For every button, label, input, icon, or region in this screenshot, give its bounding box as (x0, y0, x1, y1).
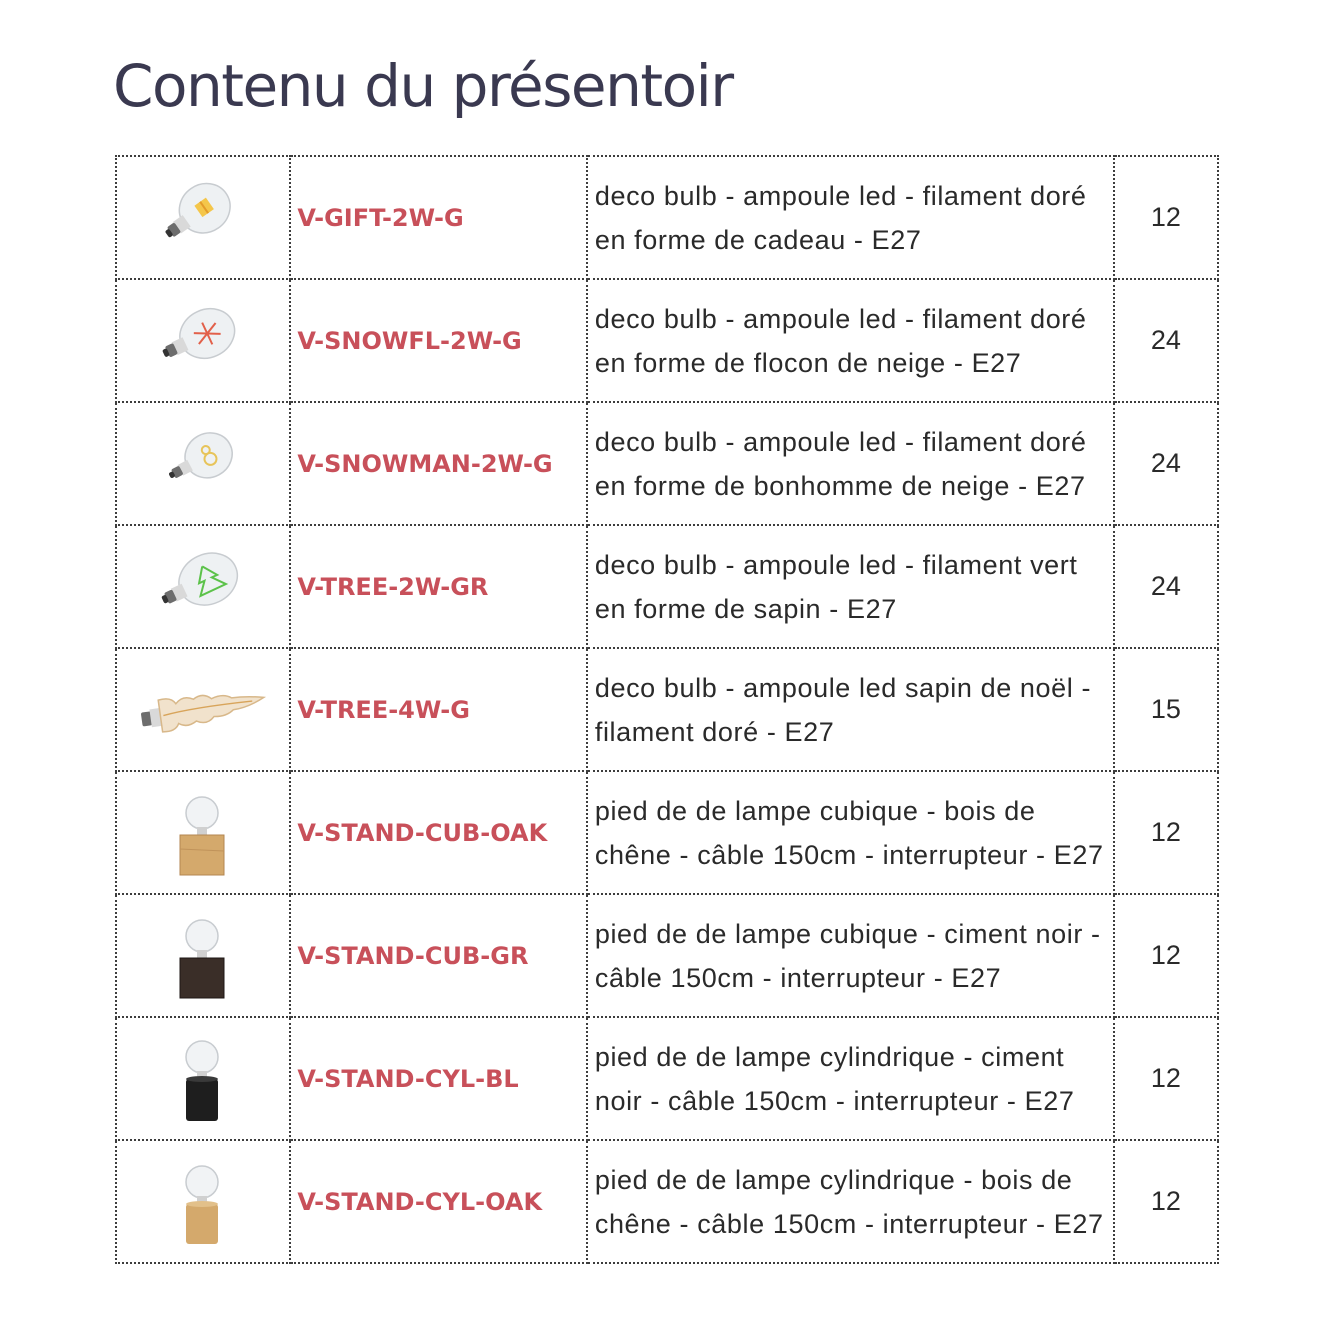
quantity-cell: 12 (1114, 771, 1218, 894)
sku-cell: V-STAND-CYL-BL (290, 1017, 587, 1140)
product-image-cell (116, 279, 290, 402)
product-image-cell (116, 525, 290, 648)
bulb-tree-icon (143, 542, 263, 632)
product-image-cell (116, 648, 290, 771)
description-cell: pied de de lampe cylindrique - ciment noir - câble 150cm - interrupteur - E27 (587, 1017, 1114, 1140)
table-row (116, 1140, 1218, 1263)
quantity-cell: 12 (1114, 1017, 1218, 1140)
product-image-cell (116, 894, 290, 1017)
quantity-cell: 15 (1114, 648, 1218, 771)
table-row (116, 525, 1218, 648)
quantity-cell: 12 (1114, 156, 1218, 279)
bulb-snowman-icon (148, 419, 258, 509)
table-row (116, 279, 1218, 402)
sku-cell: V-SNOWMAN-2W-G (290, 402, 587, 525)
table-row (116, 894, 1218, 1017)
product-image-cell (116, 402, 290, 525)
product-image-cell (116, 1140, 290, 1263)
product-table (115, 155, 1219, 1264)
sku-cell: V-GIFT-2W-G (290, 156, 587, 279)
lamp-cube-oak-icon (158, 783, 248, 883)
sku-cell: V-STAND-CYL-OAK (290, 1140, 587, 1263)
description-cell: deco bulb - ampoule led - filament vert en forme de sapin - E27 (587, 525, 1114, 648)
product-image-cell (116, 156, 290, 279)
table-row (116, 156, 1218, 279)
quantity-cell: 12 (1114, 894, 1218, 1017)
quantity-cell: 24 (1114, 279, 1218, 402)
lamp-cube-grey-icon (158, 906, 248, 1006)
sku-cell: V-STAND-CUB-GR (290, 894, 587, 1017)
description-cell: pied de de lampe cubique - ciment noir - câble 150cm - interrupteur - E27 (587, 894, 1114, 1017)
page-title: Contenu du présentoir (113, 52, 733, 120)
quantity-cell: 24 (1114, 525, 1218, 648)
lamp-cylinder-black-icon (158, 1029, 248, 1129)
table-row (116, 771, 1218, 894)
description-cell: pied de de lampe cylindrique - bois de chêne - câble 150cm - interrupteur - E27 (587, 1140, 1114, 1263)
sku-cell: V-TREE-4W-G (290, 648, 587, 771)
product-image-cell (116, 1017, 290, 1140)
bulb-gift-icon (148, 173, 258, 263)
bulb-tree-shape-icon (133, 670, 273, 750)
table-row (116, 648, 1218, 771)
product-image-cell (116, 771, 290, 894)
lamp-cylinder-oak-icon (158, 1152, 248, 1252)
quantity-cell: 24 (1114, 402, 1218, 525)
sku-cell: V-STAND-CUB-OAK (290, 771, 587, 894)
description-cell: pied de de lampe cubique - bois de chêne - câble 150cm - interrupteur - E27 (587, 771, 1114, 894)
description-cell: deco bulb - ampoule led - filament doré en forme de cadeau - E27 (587, 156, 1114, 279)
quantity-cell: 12 (1114, 1140, 1218, 1263)
table-row (116, 402, 1218, 525)
description-cell: deco bulb - ampoule led - filament doré en forme de flocon de neige - E27 (587, 279, 1114, 402)
sku-cell: V-SNOWFL-2W-G (290, 279, 587, 402)
sku-cell: V-TREE-2W-GR (290, 525, 587, 648)
description-cell: deco bulb - ampoule led - filament doré en forme de bonhomme de neige - E27 (587, 402, 1114, 525)
description-cell: deco bulb - ampoule led sapin de noël - filament doré - E27 (587, 648, 1114, 771)
bulb-snowflake-icon (148, 296, 258, 386)
table-row (116, 1017, 1218, 1140)
